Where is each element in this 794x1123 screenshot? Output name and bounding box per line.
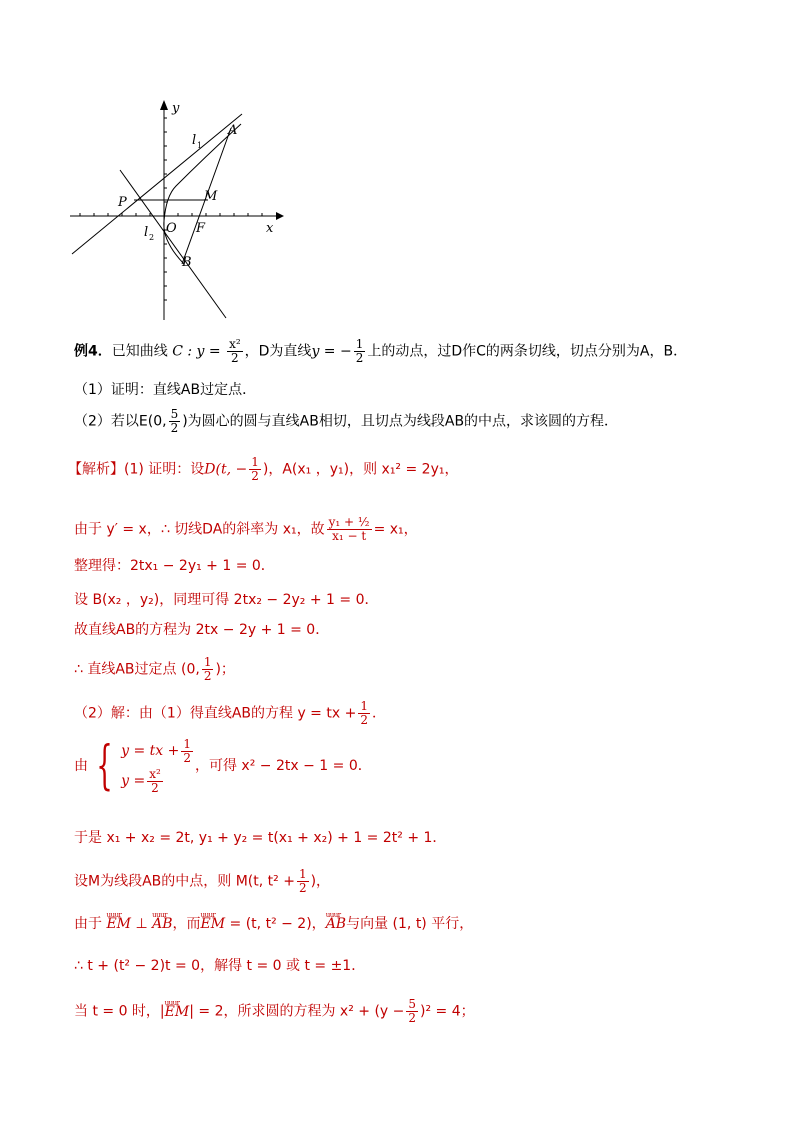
s13-num: 5 [408,997,417,1011]
vector-em-3: uuur EM [165,1002,190,1022]
s1-a: (1) 证明：设 [124,461,205,478]
vector-ab: uuur AB [152,914,172,934]
s11-c: = (t, t² − 2)， [225,916,326,932]
label-b: B [182,255,192,270]
y-axis-arrow [160,100,168,110]
solution-line-8 [74,736,372,796]
s6-den: 2 [203,669,212,683]
s10-fraction [297,868,309,895]
solution-line-3: 整理得：2tx₁ − 2y₁ + 1 = 0． [74,558,275,574]
q2-b: )为圆心的圆与直线AB相切，且切点为线段AB的中点，求该圆的方程． [182,413,619,430]
s6-b: )； [215,661,235,678]
s2-b: = x₁， [373,521,418,538]
label-x: x [266,221,274,236]
s2-num: y₁ + ½ [328,515,370,529]
solution-line-9: 于是 x₁ + x₂ = 2t, y₁ + y₂ = t(x₁ + x₂) + 1 = 2t² + 1． [74,830,447,846]
s6-a: ∴ 直线AB过定点 (0, [74,661,200,678]
equation-system [121,736,195,796]
s6-num: 1 [203,655,212,669]
s7-b: ． [371,705,386,722]
solution-line-2 [74,516,418,543]
q2-a: （2）若以E(0, [74,413,167,430]
s6-fraction [202,656,214,683]
label-o: O [166,221,177,236]
line-den: 2 [355,351,364,365]
s11-a: 由于 [74,916,102,932]
vector-em: uuur EM [106,914,131,934]
s13-c: )² = 4； [420,1003,475,1020]
s11-d: 与向量 (1, t) 平行， [346,916,474,932]
solution-line-7 [74,700,386,727]
s7-a: （2）解：由（1）得直线AB的方程 y = tx + [74,705,357,722]
curve-fraction [227,338,243,365]
s7-den: 2 [360,713,368,727]
s11-perp: ⊥ [131,916,153,932]
problem-mid: ，D为直线 [244,343,312,360]
s1-num: 1 [251,455,259,469]
label-f: F [196,221,206,236]
s8-r1-fraction [181,738,193,765]
curve-num: x² [229,337,241,351]
vector-em-2: uuur EM [201,914,226,934]
s13-fraction [406,998,418,1025]
line-fraction [354,338,366,365]
label-l1: l [192,133,197,148]
question-2 [74,408,618,435]
s1-fraction [249,456,261,483]
curve-label: C : y = [172,343,221,360]
s13-b: | = 2，所求圆的方程为 x² + (y − [189,1003,405,1020]
problem-label: 例4． [74,343,112,360]
tangent-line-l1 [72,114,242,254]
s8-r2: y = [121,773,146,789]
solution-line-5: 故直线AB的方程为 2tx − 2y + 1 = 0． [74,622,330,638]
label-y: y [172,101,180,116]
coordinate-figure [66,96,286,322]
solution-line-4: 设 B(x₂ ，y₂)，同理可得 2tx₂ − 2y₂ + 1 = 0． [74,592,379,608]
s10-den: 2 [298,881,307,895]
problem-statement [74,338,687,365]
system-row-2 [121,766,195,796]
label-p: P [118,195,127,210]
s8-post: ，可得 x² − 2tx − 1 = 0． [194,758,372,774]
s7-num: 1 [360,699,368,713]
s8-r2-fraction [147,768,163,795]
x-axis-arrow [276,212,284,220]
s8-r2-den: 2 [151,780,159,795]
s8-r1: y = tx + [121,743,180,759]
solution-line-11 [74,914,473,934]
s7-fraction [358,700,370,727]
solution-line-13 [74,998,475,1025]
parabola-curve [164,124,241,264]
s8-pre: 由 [74,758,88,774]
s1-d: D(t, − [204,461,248,478]
s10-b: )， [310,873,331,890]
vector-ab-2: uuur AB [326,914,346,934]
s8-r1-num: 1 [183,736,191,751]
s10-a: 设M为线段AB的中点，则 M(t, t² + [74,873,295,890]
s2-a: 由于 y′ = x，∴ 切线DA的斜率为 x₁，故 [74,521,325,538]
s2-den: x₁ − t [332,529,367,543]
label-a: A [228,123,238,138]
line-eq: y = − [311,343,352,360]
problem-intro: 已知曲线 [111,343,168,360]
label-l2-sub: 2 [149,233,155,242]
label-m: M [204,189,218,204]
question-1: （1）证明：直线AB过定点． [74,382,257,398]
solution-line-12: ∴ t + (t² − 2)t = 0，解得 t = 0 或 t = ±1． [74,958,366,974]
s13-den: 2 [408,1011,417,1025]
q2-den: 2 [170,421,179,435]
line-num: 1 [355,337,364,351]
system-brace: { [96,736,113,796]
q2-fraction [169,408,181,435]
s8-r2-num: x² [149,766,161,781]
s1-den: 2 [251,469,259,483]
s1-b: )，A(x₁ ，y₁)，则 x₁² = 2y₁， [262,461,459,478]
problem-rest: 上的动点，过D作C的两条切线，切点分别为A，B． [367,343,688,360]
label-l1-sub: 1 [197,141,203,150]
solution-line-1 [68,456,458,483]
curve-den: 2 [231,351,239,365]
s8-r1-den: 2 [183,750,191,765]
s13-a: 当 t = 0 时，| [74,1003,165,1020]
system-row-1 [121,736,195,766]
solution-tag: 【解析】 [68,461,124,478]
s11-b: ，而 [172,916,201,932]
solution-line-6 [74,656,235,683]
s2-fraction [327,516,372,543]
q2-num: 5 [170,407,179,421]
solution-line-10 [74,868,330,895]
label-l2: l [144,225,149,240]
s10-num: 1 [298,867,307,881]
